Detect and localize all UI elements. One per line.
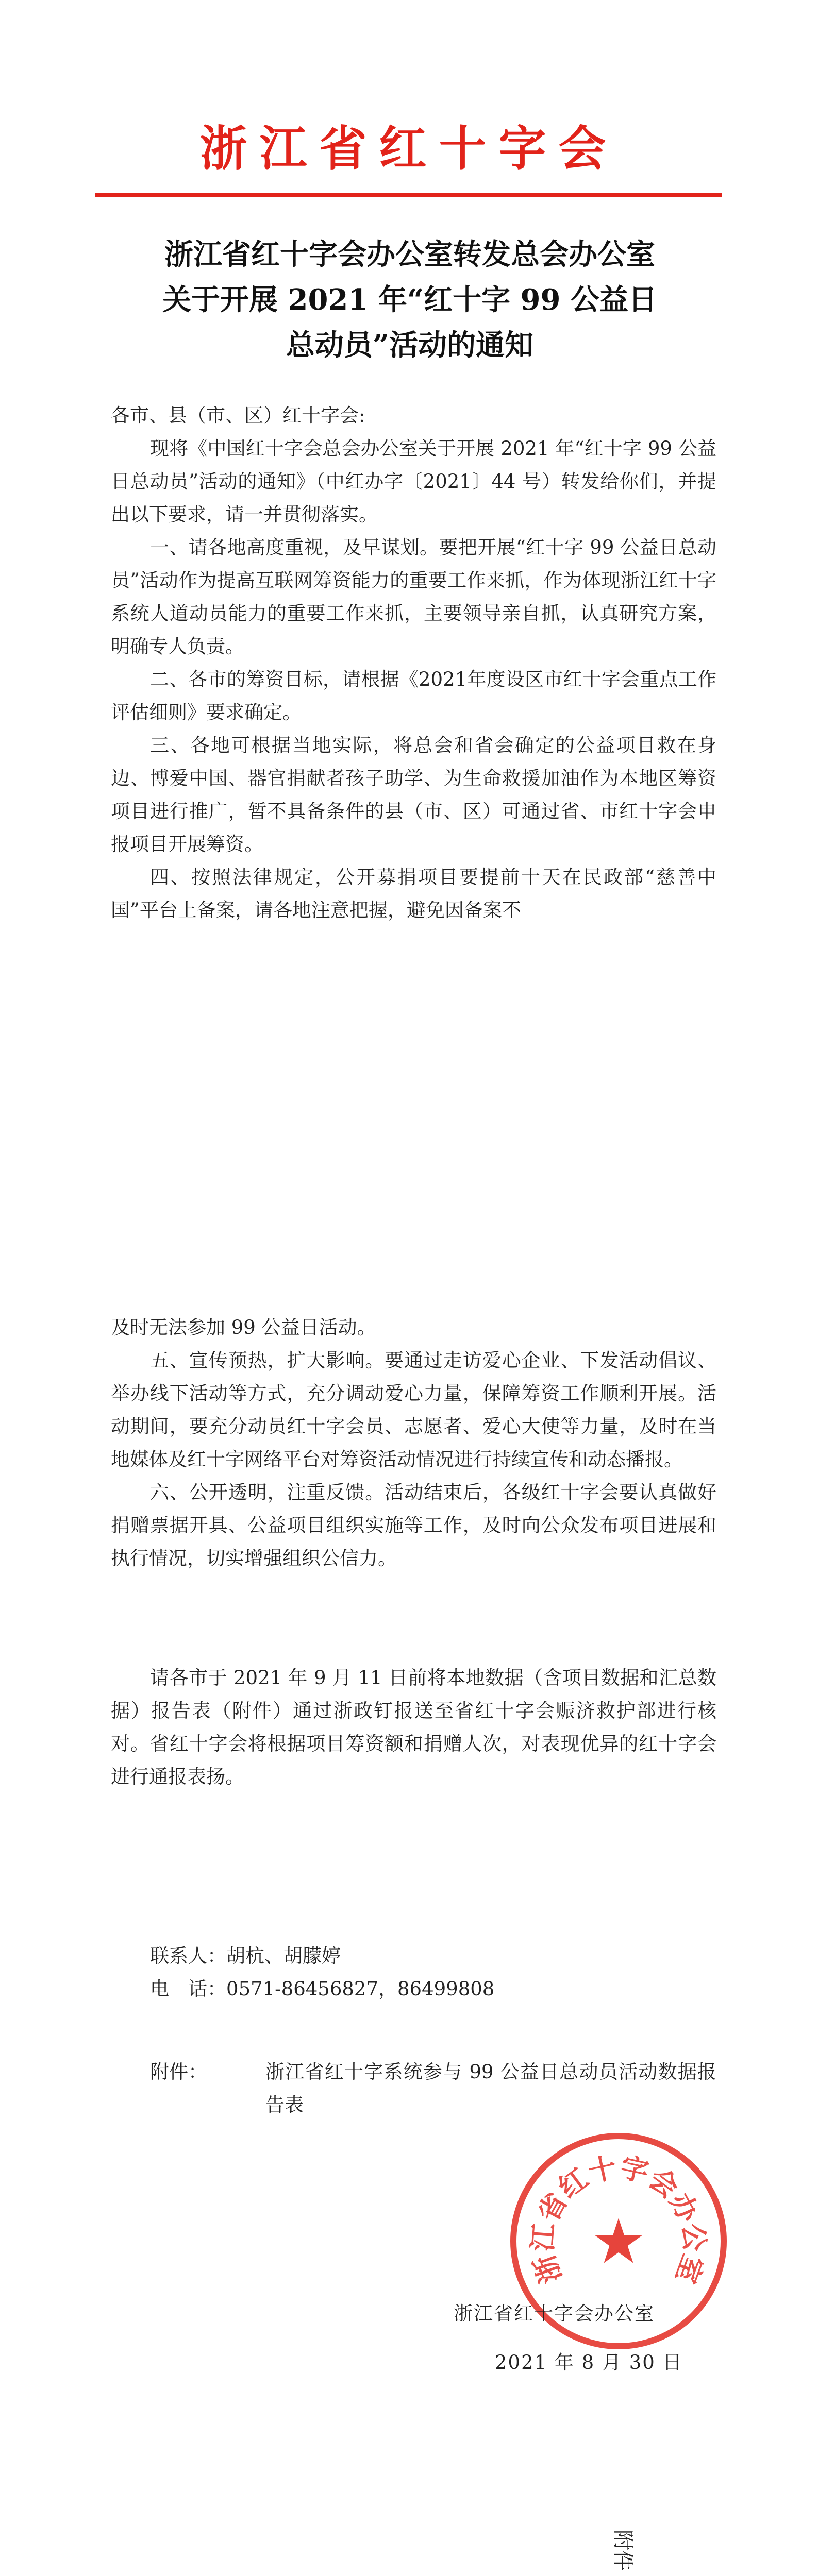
contact-phone: 电 话：0571-86456827，86499808	[150, 1978, 495, 2000]
seal-char: 会	[642, 2161, 685, 2205]
seal-char: 室	[669, 2250, 710, 2288]
seal-char: 红	[552, 2161, 595, 2205]
attachment-block	[111, 2056, 716, 2122]
paragraph: 一、请各地高度重视，及早谋划。要把开展“红十字 99 公益日总动员”活动作为提高互联网筹资能力的重要工作来抓，作为体现浙江红十字系统人道动员能力的重要工作来抓，主要领导亲自抓，认真研究方案，明确专人负责。	[111, 536, 716, 657]
notice-body-part-1	[111, 399, 716, 927]
salutation: 各市、县（市、区）红十字会:	[111, 404, 365, 427]
seal-star-icon: ★	[591, 2206, 646, 2278]
paragraph: 二、各市的筹资目标，请根据《2021年度设区市红十字会重点工作评估细则》要求确定。	[111, 668, 716, 723]
org-header-title: 浙江省红十字会	[199, 121, 619, 176]
notice-title-line: 总动员”活动的通知	[286, 328, 534, 362]
seal-char: 省	[531, 2187, 574, 2227]
paragraph: 六、公开透明，注重反馈。活动结束后，各级红十字会要认真做好捐赠票据开具、公益项目组织实施等工作，及时向公众发布项目进展和执行情况，切实增强组织公信力。	[111, 1481, 716, 1569]
form-side-label: 附件	[611, 2530, 635, 2571]
paragraph: 现将《中国红十字会总会办公室关于开展 2021 年“红十字 99 公益日总动员”活动的通知》（中红办字〔2021〕44 号）转发给你们，并提出以下要求，请一并贯彻落实。	[111, 437, 716, 526]
notice-title-line: 关于开展 2021 年“红十字 99 公益日	[162, 283, 657, 317]
paragraph: 四、按照法律规定，公开募捐项目要提前十天在民政部“慈善中国”平台上备案，请各地注意把握，避免因备案不	[111, 866, 716, 921]
notice-title-line: 浙江省红十字会办公室转发总会办公室	[164, 238, 655, 272]
form-title	[698, 2509, 742, 2576]
contact-block	[111, 1940, 716, 2006]
attachment-form-sheet	[0, 2509, 818, 2576]
seal-char: 浙	[527, 2250, 568, 2288]
attachment-label: 附件：	[150, 2061, 207, 2083]
contact-person: 联系人：胡杭、胡朦婷	[150, 1945, 341, 1967]
seal-char: 办	[663, 2187, 706, 2227]
issue-date: 2021 年 8 月 30 日	[495, 2351, 683, 2374]
notice-body-part-2	[111, 1311, 716, 1575]
paragraph: 五、宣传预热，扩大影响。要通过走访爱心企业、下发活动倡议、举办线下活动等方式，充分调动爱心力量，保障筹资工作顺利开展。活动期间，要充分动员红十字会员、志愿者、爱心大使等力量，及时在当地媒体及红十字网络平台对筹资活动情况进行持续宣传和动态播报。	[111, 1349, 716, 1470]
seal-char: 江	[525, 2222, 561, 2253]
paragraph: 及时无法参加 99 公益日活动。	[111, 1316, 376, 1338]
notice-title	[124, 232, 696, 368]
sender-org: 浙江省红十字会办公室	[454, 2302, 655, 2325]
seal-char: 字	[617, 2150, 652, 2189]
notice-body-part-3	[111, 1662, 716, 1793]
seal-char: 公	[676, 2222, 712, 2253]
paragraph: 请各市于 2021 年 9 月 11 日前将本地数据（含项目数据和汇总数据）报告表（附件）通过浙政钉报送至省红十字会赈济救护部进行核对。省红十字会将根据项目筹资额和捐赠人次，对表现优异的红十字会进行通报表扬。	[111, 1667, 716, 1788]
seal-char: 十	[585, 2150, 620, 2189]
paragraph: 三、各地可根据当地实际，将总会和省会确定的公益项目救在身边、博爱中国、器官捐献者孩子助学、为生命救援加油作为本地区筹资项目进行推广，暂不具备条件的县（市、区）可通过省、市红十字会申报项目开展筹资。	[111, 734, 716, 855]
header-divider	[95, 193, 722, 197]
attachment-text: 浙江省红十字系统参与 99 公益日总动员活动数据报告表	[265, 2061, 716, 2116]
